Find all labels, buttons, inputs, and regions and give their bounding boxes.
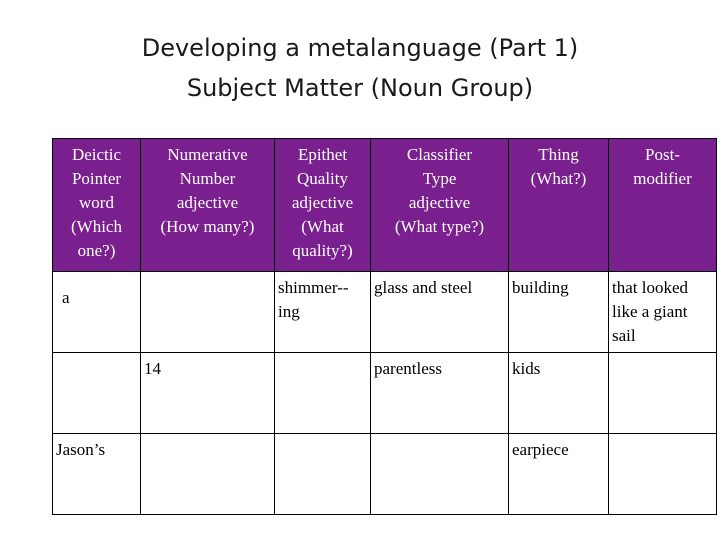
cell-classifier [371,434,509,515]
cell-epithet [275,434,371,515]
header-epithet [275,139,371,272]
header-text: adjective [176,193,239,212]
header-text: Number [179,169,236,188]
table-row [53,434,717,515]
header-text: Post- [645,145,680,164]
cell-numerative: 14 [141,353,275,434]
cell-thing: kids [509,353,609,434]
header-postmodifier [609,139,717,272]
cell-epithet [275,353,371,434]
header-text: Epithet [297,145,348,164]
header-text: Thing [538,145,579,164]
header-text: Quality [297,169,348,188]
header-text: Type [422,169,457,188]
header-text: quality?) [292,241,353,260]
header-text: Classifier [406,145,473,164]
header-numerative [141,139,275,272]
row-article-label: a [62,288,70,307]
cell-deictic: Jason’s [53,434,141,515]
header-text: (Which [71,217,122,236]
title-line-2: Subject Matter (Noun Group) [186,74,534,102]
cell-classifier: glass and steel [371,272,509,353]
header-text: modifier [633,169,692,188]
cell-thing: earpiece [509,434,609,515]
cell-numerative [141,434,275,515]
header-text: Pointer [71,169,122,188]
header-text: (What type?) [394,217,485,236]
cell-numerative [141,272,275,353]
header-text: adjective [408,193,471,212]
header-thing [509,139,609,272]
cell-classifier: parentless [371,353,509,434]
header-text: adjective [291,193,354,212]
header-text: (How many?) [160,217,255,236]
cell-thing: building [509,272,609,353]
header-row [53,139,717,272]
cell-postmodifier [609,434,717,515]
header-text: Deictic [71,145,122,164]
header-text: word [79,193,114,212]
table-row [53,272,717,353]
title-line-1: Developing a metalanguage (Part 1) [141,34,579,62]
page-title [0,28,720,108]
cell-deictic [53,272,141,353]
header-text: Numerative [167,145,248,164]
header-text: (What [301,217,344,236]
noun-group-table [52,138,717,515]
cell-deictic [53,353,141,434]
header-classifier [371,139,509,272]
cell-postmodifier: that looked like a giant sail [609,272,717,353]
header-text: (What?) [530,169,587,188]
cell-postmodifier [609,353,717,434]
header-text: one?) [77,241,116,260]
cell-epithet: shimmer--ing [275,272,371,353]
header-deictic [53,139,141,272]
table-row [53,353,717,434]
